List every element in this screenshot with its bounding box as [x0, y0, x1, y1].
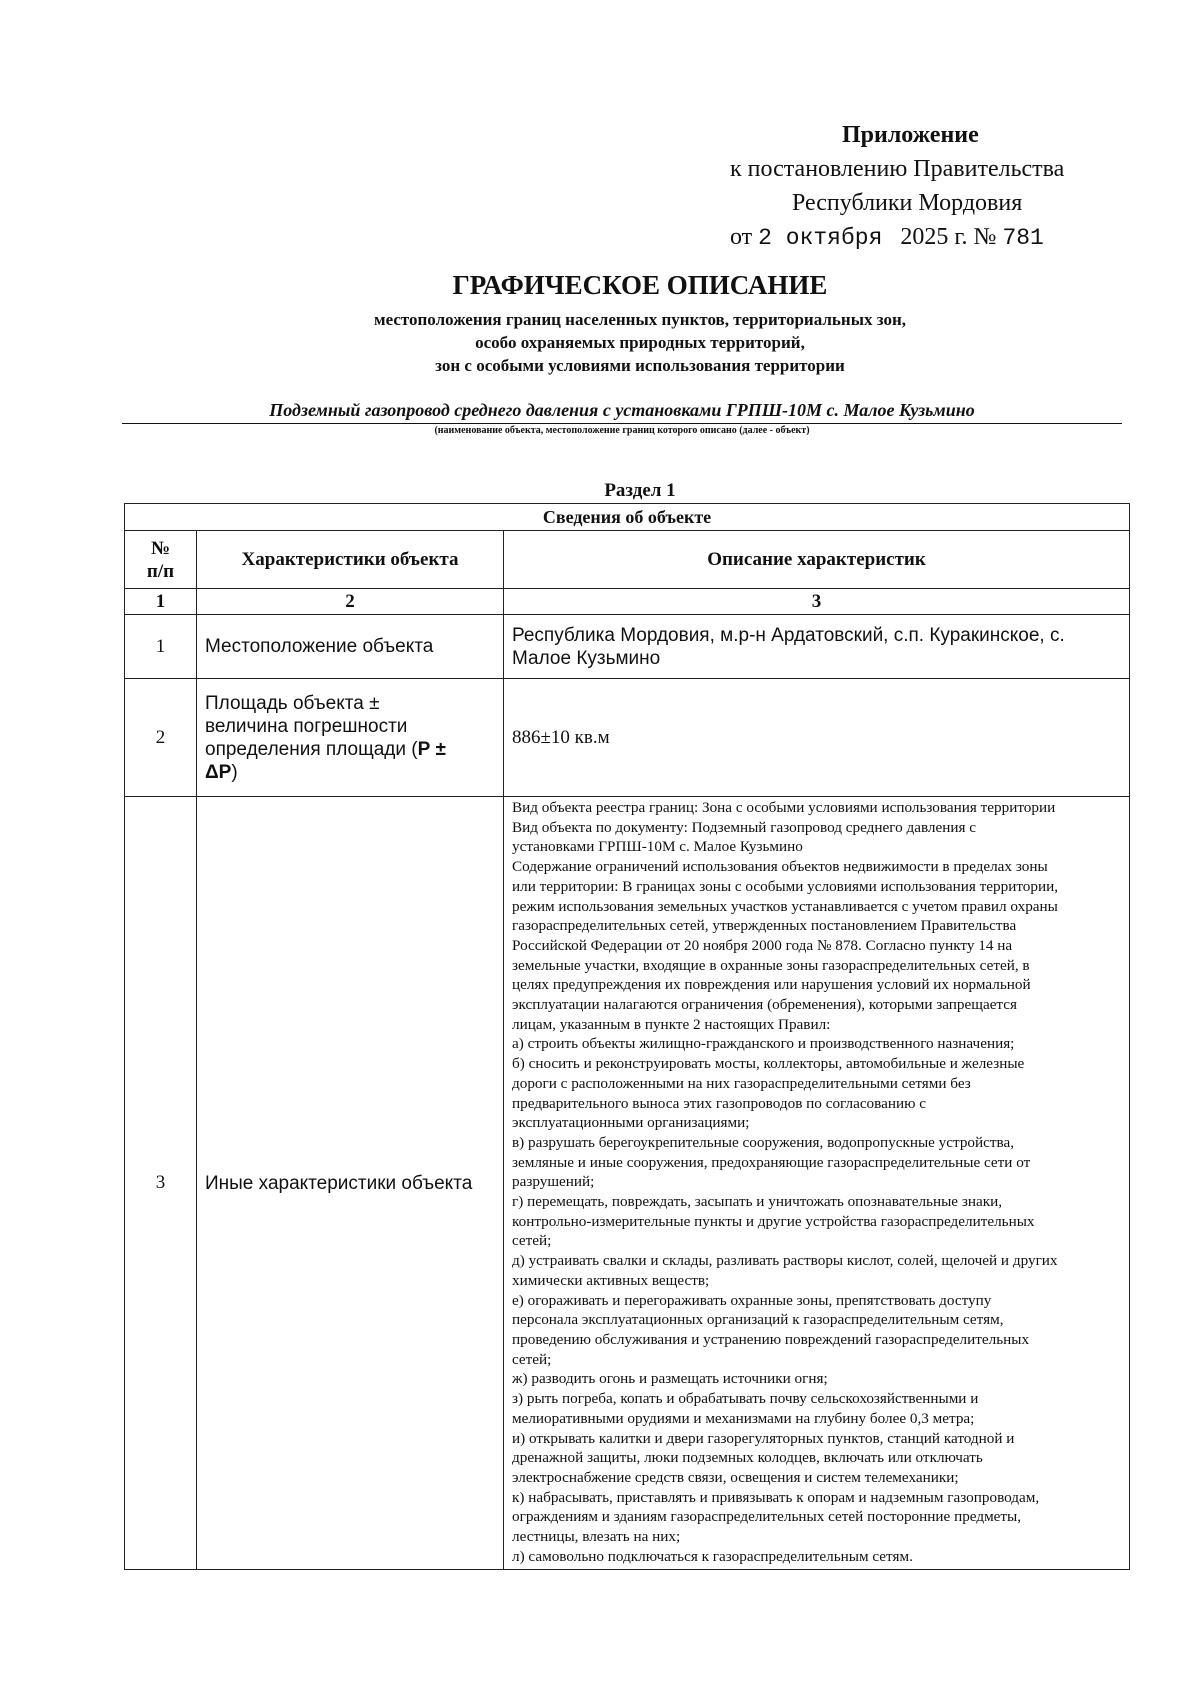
- description-line: сетей;: [512, 1350, 552, 1368]
- description-line: Вид объекта реестра границ: Зона с особыми условиями использования территории: [512, 799, 1056, 816]
- document-title: ГРАФИЧЕСКОЕ ОПИСАНИЕ: [452, 270, 828, 300]
- description-line: сетей;: [512, 1232, 552, 1250]
- object-caption: (наименование объекта, местоположение границ которого описано (далее - объект): [434, 425, 810, 436]
- appendix-number: 781: [1002, 225, 1044, 251]
- description-line: и) открывать калитки и двери газорегуляторных пунктов, станций катодной и: [512, 1429, 1015, 1447]
- description-line: целях предупреждения их повреждения или нарушения условий их нормальной: [512, 976, 1031, 994]
- description-line: ж) разводить огонь и размещать источники огня;: [512, 1370, 828, 1388]
- row-number: 3: [125, 797, 197, 1570]
- appendix-line-1: к постановлению Правительства: [730, 156, 1065, 182]
- description-line: Вид объекта по документу: Подземный газопровод среднего давления с: [512, 818, 977, 836]
- description-line: персонала эксплуатационных организаций к газораспределительным сетям,: [512, 1311, 1004, 1329]
- row-characteristic: [197, 679, 504, 797]
- object-name: Подземный газопровод среднего давления с установками ГРПШ-10М с. Малое Кузьмино: [269, 400, 975, 420]
- document-subtitle: [0, 308, 1200, 377]
- column-number-3: 3: [504, 589, 1130, 615]
- appendix-line-2: Республики Мордовия: [792, 190, 1023, 216]
- object-info-table: [124, 503, 1130, 1570]
- description-line: з) рыть погреба, копать и обрабатывать почву сельскохозяйственными и: [512, 1390, 979, 1408]
- table-row: [125, 797, 1130, 1570]
- object-underline: [122, 423, 1122, 424]
- description-line: дороги с расположенными на них газораспределительными сетями без: [512, 1074, 971, 1092]
- column-number-1: 1: [125, 589, 197, 615]
- subtitle-line: зон с особыми условиями использования территории: [435, 356, 845, 375]
- header-characteristic: Характеристики объекта: [197, 531, 504, 589]
- description-line: контрольно-измерительные пункты и другие устройства газораспределительных: [512, 1212, 1035, 1230]
- characteristic-line: [205, 738, 495, 761]
- description-line: дренажной защиты, люки подземных колодцев, включать или отключать: [512, 1449, 983, 1467]
- description-line: режим использования земельных участков устанавливается с учетом правил охраны: [512, 897, 1058, 915]
- description-line: а) строить объекты жилищно-гражданского и производственного назначения;: [512, 1035, 1015, 1053]
- header-description: Описание характеристик: [504, 531, 1130, 589]
- subtitle-line: особо охраняемых природных территорий,: [475, 333, 805, 352]
- description-line: ограждениям и зданиям газораспределительных сетей посторонние предметы,: [512, 1508, 1022, 1526]
- description-line: л) самовольно подключаться к газораспределительным сетям.: [512, 1547, 913, 1565]
- description-line: лестницы, влезать на них;: [512, 1528, 681, 1546]
- description-line: разрушений;: [512, 1173, 595, 1191]
- characteristic-line: [205, 761, 495, 784]
- description-line: земельные участки, входящие в охранные зоны газораспределительных сетей, в: [512, 956, 1030, 974]
- description-line: газораспределительных сетей, утвержденных постановлением Правительства: [512, 917, 1017, 935]
- row-description: Республика Мордовия, м.р-н Ардатовский, с.п. Куракинское, с. Малое Кузьмино: [504, 615, 1130, 679]
- appendix-date: 2 октября: [758, 225, 883, 251]
- row-characteristic: Местоположение объекта: [197, 615, 504, 679]
- row-description: [504, 797, 1130, 1570]
- description-line: мелиоративными орудиями и механизмами на глубину более 0,3 метра;: [512, 1409, 975, 1427]
- description-line: проведению обслуживания и устранению повреждений газораспределительных: [512, 1330, 1030, 1348]
- description-line: предварительного выноса этих газопроводов по согласованию с: [512, 1094, 926, 1112]
- characteristic-text: ): [231, 761, 238, 783]
- description-line: или территории: В границах зоны с особыми условиями использования территории,: [512, 877, 1059, 895]
- subtitle-line: местоположения границ населенных пунктов, территориальных зон,: [374, 310, 906, 329]
- row-characteristic: Иные характеристики объекта: [197, 797, 504, 1570]
- column-number-2: 2: [197, 589, 504, 615]
- description-line: эксплуатационными организациями;: [512, 1114, 750, 1132]
- description-line: установками ГРПШ-10М с. Малое Кузьмино: [512, 838, 803, 856]
- description-line: в) разрушать берегоукрепительные сооружения, водопропускные устройства,: [512, 1133, 1015, 1151]
- description-line: б) сносить и реконструировать мосты, коллекторы, автомобильные и железные: [512, 1055, 1025, 1073]
- characteristic-formula: Р ±: [417, 738, 446, 760]
- description-line: химически активных веществ;: [512, 1271, 710, 1289]
- characteristic-formula: ΔР: [205, 761, 232, 783]
- appendix-title: Приложение: [842, 122, 979, 148]
- appendix-from: от: [730, 224, 753, 250]
- appendix-year: 2025 г. №: [900, 224, 997, 250]
- description-line: к) набрасывать, приставлять и привязывать к опорам и надземным газопроводам,: [512, 1488, 1040, 1506]
- characteristic-text: определения площади (: [205, 738, 418, 760]
- table-row: [125, 615, 1130, 679]
- description-line: Российской Федерации от 20 ноября 2000 года № 878. Согласно пункту 14 на: [512, 936, 1013, 954]
- description-line: земляные и иные сооружения, предохраняющие газораспределительные сети от: [512, 1153, 1031, 1171]
- header-number-text: № п/п: [146, 537, 175, 582]
- description-line: е) огораживать и перегораживать охранные зоны, препятствовать доступу: [512, 1291, 992, 1309]
- description-line: Содержание ограничений использования объектов недвижимости в пределах зоны: [512, 858, 1048, 876]
- row-number: 2: [125, 679, 197, 797]
- appendix-date-line: [730, 220, 1044, 255]
- description-line: г) перемещать, повреждать, засыпать и уничтожать опознавательные знаки,: [512, 1193, 1003, 1211]
- row-number: 1: [125, 615, 197, 679]
- table-row: [125, 679, 1130, 797]
- row-description: 886±10 кв.м: [504, 679, 1130, 797]
- table-title: Сведения об объекте: [125, 504, 1130, 531]
- description-line: лицам, указанным в пункте 2 настоящих Правил:: [512, 1015, 831, 1033]
- description-line: электроснабжение средств связи, освещения и систем телемеханики;: [512, 1468, 959, 1486]
- description-line: д) устраивать свалки и склады, разливать растворы кислот, солей, щелочей и других: [512, 1252, 1058, 1270]
- section-title: Раздел 1: [604, 480, 676, 501]
- characteristic-line: Площадь объекта ±: [205, 692, 380, 714]
- description-line: эксплуатации налагаются ограничения (обременения), которыми запрещается: [512, 996, 1017, 1014]
- header-number: [125, 531, 197, 589]
- characteristic-line: величина погрешности: [205, 715, 408, 737]
